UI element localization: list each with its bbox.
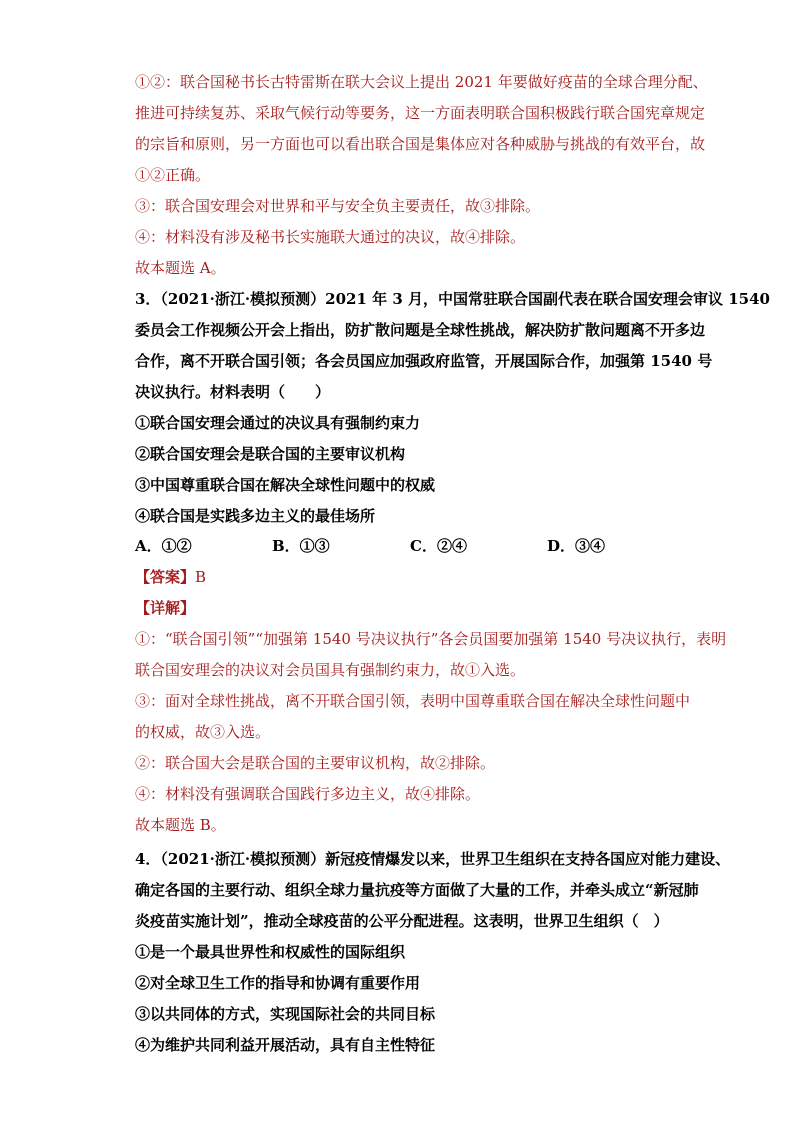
question3-detail-line5: ②：联合国大会是联合国的主要审议机构，故②排除。 — [135, 754, 496, 772]
answer-label: 【答案】 — [135, 568, 196, 586]
question3-detail-line2: 联合国安理会的决议对会员国具有强制约束力，故①入选。 — [135, 661, 526, 679]
question4-stem-line2: 确定各国的主要行动、组织全球力量抗疫等方面做了大量的工作，并牵头成立“新冠肺 — [135, 881, 699, 899]
question3-item-3: ③中国尊重联合国在解决全球性问题中的权威 — [135, 476, 436, 494]
explanation-q2-line2: 推进可持续复苏、采取气候行动等要务，这一方面表明联合国积极践行联合国宪章规定 — [135, 104, 706, 122]
option-b: B．①③ — [272, 537, 330, 555]
explanation-q2-line3: 的宗旨和原则，另一方面也可以看出联合国是集体应对各种威胁与挑战的有效平台，故 — [135, 135, 706, 153]
question3-conclusion: 故本题选 B。 — [135, 816, 226, 834]
question3-answer — [135, 567, 206, 587]
question4-item-1: ①是一个最具世界性和权威性的国际组织 — [135, 943, 406, 961]
question4-item-4: ④为维护共同利益开展活动，具有自主性特征 — [135, 1036, 436, 1054]
question3-options — [135, 536, 655, 556]
question3-detail-line4: 的权威，故③入选。 — [135, 723, 271, 741]
question3-detail-line6: ④：材料没有强调联合国践行多边主义，故④排除。 — [135, 785, 481, 803]
question4-stem-line1: 4．（2021·浙江·模拟预测）新冠疫情爆发以来，世界卫生组织在支持各国应对能力建设、 — [135, 850, 731, 868]
question3-item-2: ②联合国安理会是联合国的主要审议机构 — [135, 445, 406, 463]
explanation-q2-conclusion: 故本题选 A。 — [135, 259, 226, 277]
question3-item-4: ④联合国是实践多边主义的最佳场所 — [135, 507, 376, 525]
question3-detail-line1: ①：“联合国引领”“加强第 1540 号决议执行”各会员国要加强第 1540 号决议执行，表明 — [135, 630, 727, 648]
option-d: D．③④ — [547, 537, 606, 555]
option-a: A．①② — [135, 537, 192, 555]
question3-stem-line2: 委员会工作视频公开会上指出，防扩散问题是全球性挑战，解决防扩散问题离不开多边 — [135, 321, 706, 339]
answer-value: B — [195, 568, 207, 586]
explanation-q2-line4: ①②正确。 — [135, 166, 211, 184]
question3-detail-line3: ③：面对全球性挑战，离不开联合国引领，表明中国尊重联合国在解决全球性问题中 — [135, 692, 691, 710]
explanation-q2-line5: ③：联合国安理会对世界和平与安全负主要责任，故③排除。 — [135, 197, 541, 215]
question3-stem-line3: 合作，离不开联合国引领；各会员国应加强政府监管，开展国际合作，加强第 1540 号 — [135, 352, 713, 370]
detail-label: 【详解】 — [135, 599, 196, 617]
explanation-q2-line6: ④：材料没有涉及秘书长实施联大通过的决议，故④排除。 — [135, 228, 526, 246]
question3-item-1: ①联合国安理会通过的决议具有强制约束力 — [135, 414, 421, 432]
question4-item-3: ③以共同体的方式，实现国际社会的共同目标 — [135, 1005, 436, 1023]
explanation-q2-line1: ①②：联合国秘书长古特雷斯在联大会议上提出 2021 年要做好疫苗的全球合理分配、 — [135, 73, 708, 91]
question4-stem-line3: 炎疫苗实施计划”，推动全球疫苗的公平分配进程。这表明，世界卫生组织（ ） — [135, 912, 669, 930]
option-c: C．②④ — [410, 537, 467, 555]
question3-stem-line1: 3．（2021·浙江·模拟预测）2021 年 3 月，中国常驻联合国副代表在联合国安理会审议 1540 — [135, 290, 770, 308]
question4-item-2: ②对全球卫生工作的指导和协调有重要作用 — [135, 974, 421, 992]
question3-stem-line4: 决议执行。材料表明（ ） — [135, 383, 331, 401]
